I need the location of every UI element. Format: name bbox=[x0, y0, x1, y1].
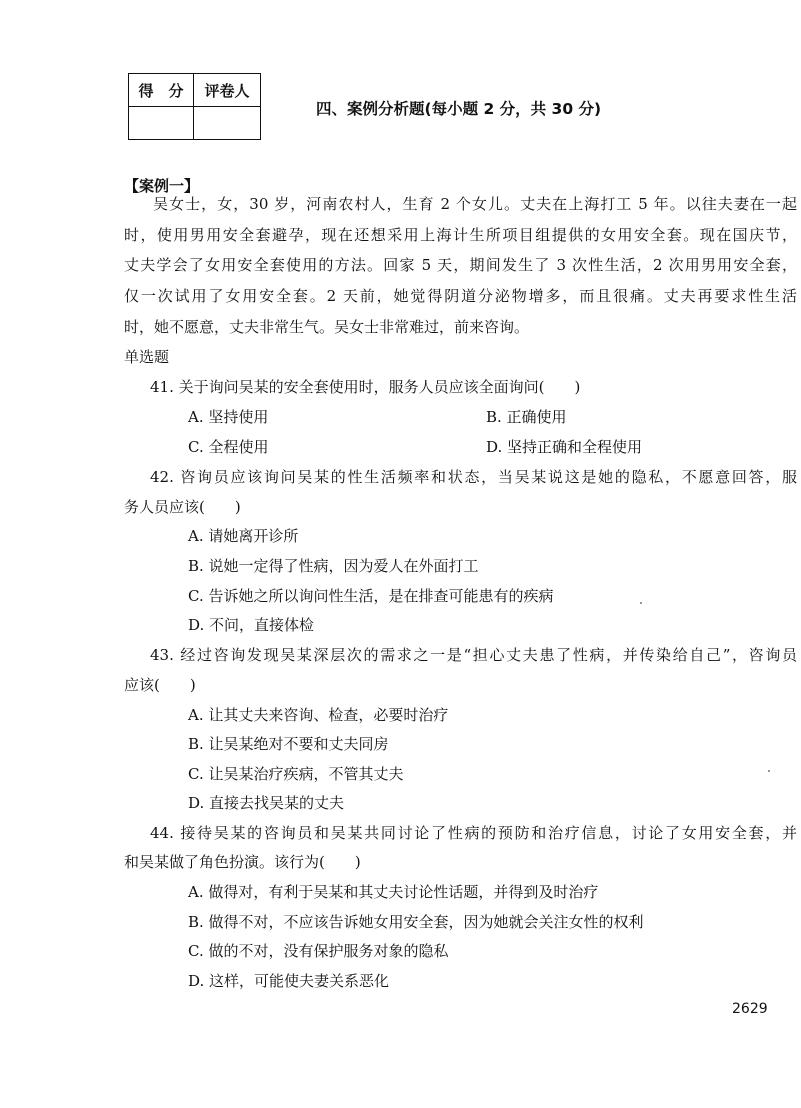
q43-option-b: B. 让吴某绝对不要和丈夫同房 bbox=[188, 735, 389, 753]
question-type: 单选题 bbox=[124, 348, 170, 366]
q43-stem: 43. 经过咨询发现吴某深层次的需求之一是“担心丈夫患了性病，并传染给自己”，咨询员 bbox=[150, 646, 797, 664]
case-text-line: 仅一次试用了女用安全套。2 天前，她觉得阴道分泌物增多，而且很痛。丈夫再要求性生活 bbox=[124, 287, 797, 305]
case-text-line: 时，她不愿意，丈夫非常生气。吴女士非常难过，前来咨询。 bbox=[124, 318, 530, 336]
q42-option-b: B. 说她一定得了性病，因为爱人在外面打工 bbox=[188, 557, 479, 575]
scan-speck bbox=[640, 602, 642, 604]
q41-option-b: B. 正确使用 bbox=[486, 408, 567, 426]
page-number: 2629 bbox=[732, 1001, 768, 1017]
q42-option-a: A. 请她离开诊所 bbox=[188, 527, 299, 545]
case-text-line: 吴女士，女，30 岁，河南农村人，生育 2 个女儿。丈夫在上海打工 5 年。以往夫妻在一起 bbox=[153, 195, 797, 213]
q41-option-c: C. 全程使用 bbox=[188, 438, 269, 456]
q44-stem: 44. 接待吴某的咨询员和吴某共同讨论了性病的预防和治疗信息，讨论了女用安全套，并 bbox=[150, 824, 797, 842]
q44-stem-cont: 和吴某做了角色扮演。该行为( ) bbox=[124, 853, 361, 871]
case-text-line: 时，使用男用安全套避孕，现在还想采用上海计生所项目组提供的女用安全套。现在国庆节， bbox=[124, 226, 797, 244]
q43-option-a: A. 让其丈夫来咨询、检查，必要时治疗 bbox=[188, 706, 449, 724]
q43-stem-cont: 应该( ) bbox=[124, 676, 196, 694]
q42-option-d: D. 不问，直接体检 bbox=[188, 616, 315, 634]
q42-stem: 42. 咨询员应该询问吴某的性生活频率和状态，当吴某说这是她的隐私，不愿意回答，服 bbox=[150, 468, 797, 486]
q41-option-d: D. 坚持正确和全程使用 bbox=[486, 438, 643, 456]
case-label: 【案例一】 bbox=[124, 177, 200, 195]
score-cell bbox=[129, 107, 194, 140]
q43-option-d: D. 直接去找吴某的丈夫 bbox=[188, 794, 345, 812]
q44-option-d: D. 这样，可能使夫妻关系恶化 bbox=[188, 972, 390, 990]
section-title: 四、案例分析题(每小题 2 分，共 30 分) bbox=[316, 100, 602, 118]
scan-speck bbox=[768, 770, 770, 772]
q44-option-c: C. 做的不对，没有保护服务对象的隐私 bbox=[188, 942, 449, 960]
score-header: 得 分 bbox=[129, 74, 194, 107]
q42-stem-cont: 务人员应该( ) bbox=[124, 498, 241, 516]
q42-option-c: C. 告诉她之所以询问性生活，是在排查可能患有的疾病 bbox=[188, 587, 554, 605]
q44-option-b: B. 做得不对，不应该告诉她女用安全套，因为她就会关注女性的权利 bbox=[188, 913, 644, 931]
score-table bbox=[128, 73, 261, 140]
q41-option-a: A. 坚持使用 bbox=[188, 408, 269, 426]
q43-option-c: C. 让吴某治疗疾病，不管其丈夫 bbox=[188, 765, 404, 783]
q41-stem: 41. 关于询问吴某的安全套使用时，服务人员应该全面询问( ) bbox=[150, 378, 581, 396]
grader-cell bbox=[194, 107, 261, 140]
case-text-line: 丈夫学会了女用安全套使用的方法。回家 5 天，期间发生了 3 次性生活，2 次用男用安全套， bbox=[124, 256, 797, 274]
q44-option-a: A. 做得对，有利于吴某和其丈夫讨论性话题，并得到及时治疗 bbox=[188, 883, 599, 901]
grader-header: 评卷人 bbox=[194, 74, 261, 107]
